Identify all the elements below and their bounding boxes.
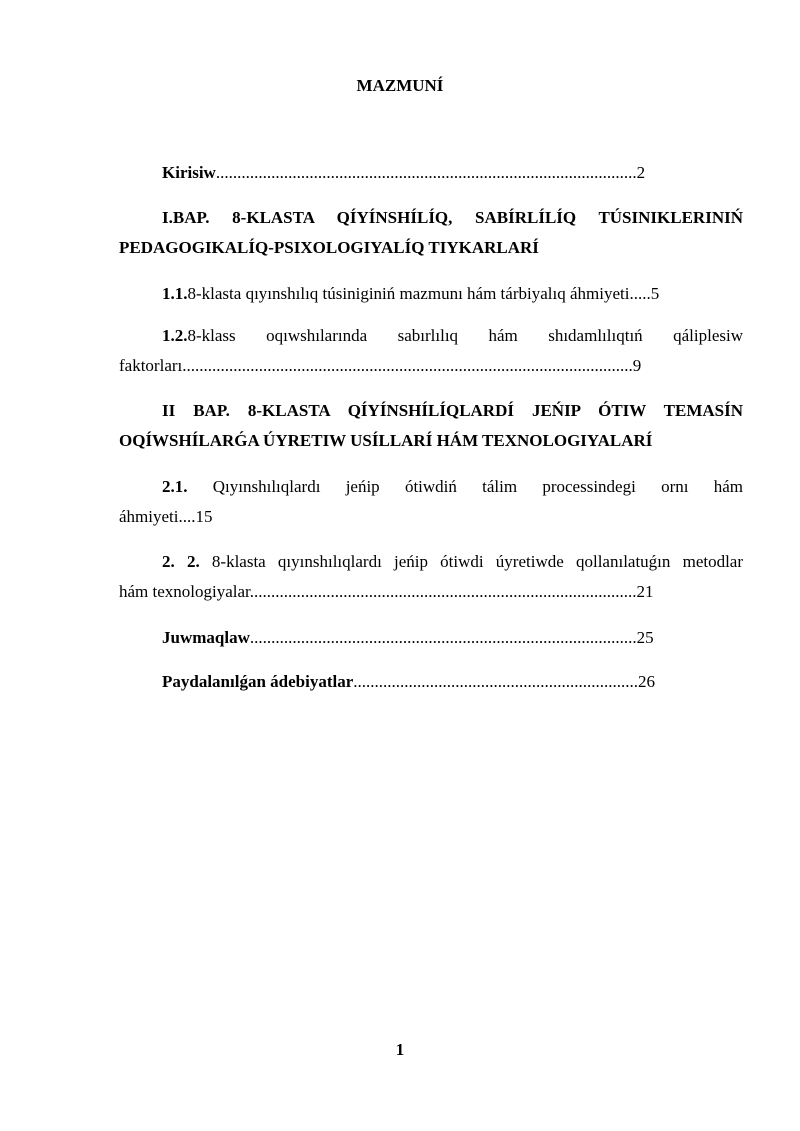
toc-entry-kirisiw[interactable] [119, 158, 743, 188]
chapter-heading-line: OQÍWSHÍLARǴA ÚYRETIW USÍLLARÍ HÁM TEXNOLOGIYALARÍ [119, 431, 653, 450]
toc-dots: ..... [629, 284, 651, 303]
toc-dots: ........................................................................................... [249, 628, 637, 647]
section-title: Qıyınshılıqlardı jeńip ótiwdiń tálim processindegi ornı hám [212, 477, 743, 496]
chapter-heading-line: I.BAP. 8-KLASTA QÍYÍNSHÍLÍQ, SABÍRLÍLÍQ TÚSINIKLERINIŃ [162, 208, 743, 227]
toc-chapter-2[interactable] [119, 396, 743, 456]
section-title: 8-klasta qıyınshılıq túsiniginiń mazmunı hám tárbiyalıq áhmiyeti [187, 284, 630, 303]
toc-page-number: 15 [195, 507, 213, 526]
toc-label: Kirisiw [162, 163, 216, 182]
toc-page-number: 25 [636, 628, 654, 647]
toc-entry-2-1[interactable] [119, 472, 743, 532]
toc-dots: .......................................................................................................... [182, 356, 633, 375]
section-title: 8-klasta qıyınshılıqlardı jeńip ótiwdi úyretiwde qollanılatuǵın metodlar [211, 552, 744, 571]
section-number: 2.1. [162, 477, 188, 496]
toc-page-number: 26 [638, 672, 656, 691]
section-number: 1.2. [162, 326, 188, 345]
section-number: 2. 2. [162, 552, 200, 571]
section-title: 8-klass oqıwshılarında sabırlılıq hám shıdamlılıqtıń qáliplesiw [187, 326, 743, 345]
toc-chapter-1[interactable] [119, 203, 743, 263]
toc-entry-juwmaqlaw[interactable] [119, 623, 743, 653]
toc-dots: ................................................................................................... [215, 163, 637, 182]
toc-label: Juwmaqlaw [162, 628, 250, 647]
toc-page-number: 2 [636, 163, 646, 182]
toc-page-number: 9 [632, 356, 642, 375]
section-title-continued: áhmiyeti [119, 507, 179, 526]
toc-label: Paydalanılǵan ádebiyatlar [162, 672, 354, 691]
toc-entry-2-2[interactable] [119, 547, 743, 607]
section-title-continued: faktorları [119, 356, 183, 375]
toc-dots: ........................................................................................... [249, 582, 637, 601]
chapter-heading-line: II BAP. 8-KLASTA QÍYÍNSHÍLÍQLARDÍ JEŃIP ÓTIW TEMASÍN [162, 401, 743, 420]
page-footer-number: 1 [395, 1040, 405, 1059]
toc-dots: .... [178, 507, 196, 526]
toc-entry-1-1[interactable] [119, 279, 743, 309]
toc-entry-1-2[interactable] [119, 321, 743, 381]
chapter-heading-line: PEDAGOGIKALÍQ-PSIXOLOGIYALÍQ TIYKARLARÍ [119, 238, 539, 257]
page-title: MAZMUNÍ [356, 76, 444, 95]
section-number: 1.1. [162, 284, 188, 303]
toc-dots: ................................................................... [353, 672, 639, 691]
toc-entry-references[interactable] [119, 667, 743, 697]
section-title-continued: hám texnologiyalar [119, 582, 250, 601]
toc-page-number: 21 [636, 582, 654, 601]
toc-page-number: 5 [650, 284, 660, 303]
